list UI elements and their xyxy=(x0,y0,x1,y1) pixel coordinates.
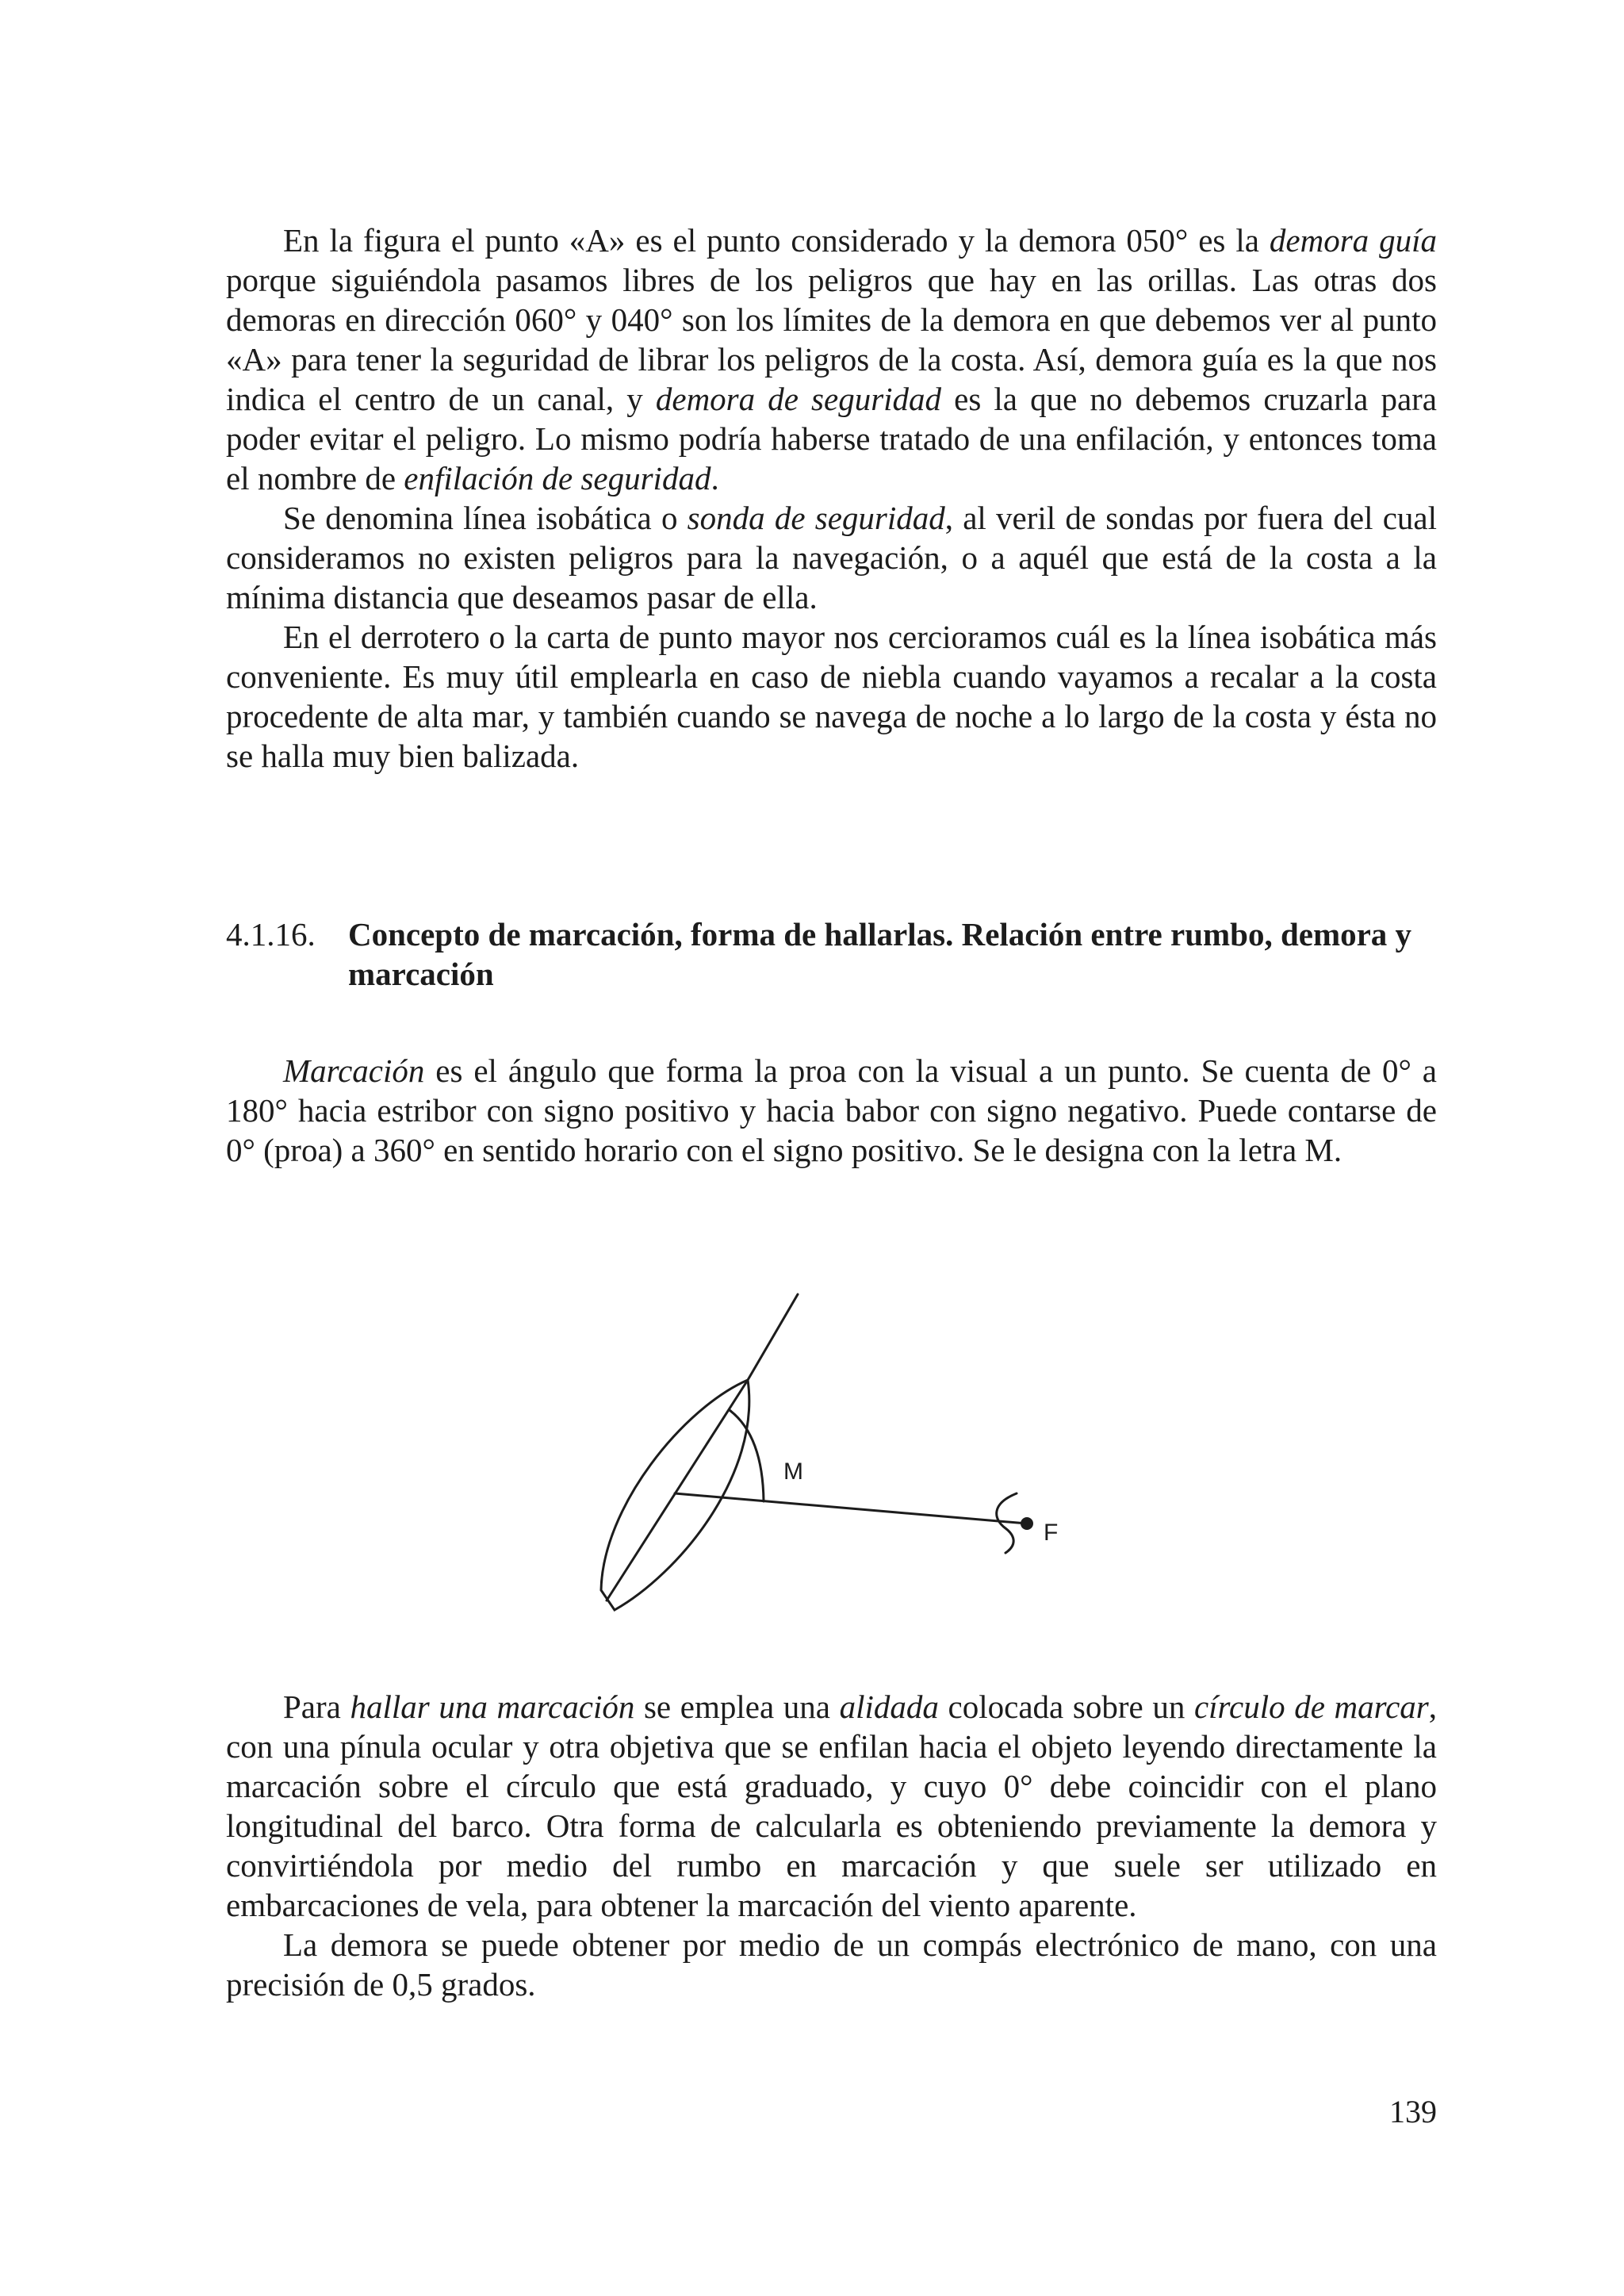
text-block-marcacion xyxy=(226,1051,1437,1170)
section-number: 4.1.16. xyxy=(226,916,316,953)
paragraph-marcacion-definition: Marcación es el ángulo que forma la proa con la visual a un punto. Se cuenta de 0° a 180° hacia estribor con signo positivo y hacia babor con signo negativo. Puede contarse de 0° (proa) a 360° en sentido horario con el signo positivo. Se le designa con la letra M. xyxy=(226,1052,1437,1168)
paragraph-compas-electronico: La demora se puede obtener por medio de un compás electrónico de mano, con una precisión de 0,5 grados. xyxy=(226,1926,1437,2003)
point-f-marker xyxy=(1021,1517,1033,1530)
text-block-lower xyxy=(226,1687,1437,2004)
paragraph-hallar-marcacion: Para hallar una marcación se emplea una alidada colocada sobre un círculo de marcar, con una pínula ocular y otra objetiva que se enfilan hacia el objeto leyendo directamente la marcación sobre el círculo que está graduado, y cuyo 0° debe coincidir con el plano longitudinal del barco. Otra forma de calcularla es obteniendo previamente la demora y convirtiéndola por medio del rumbo en marcación y que suele ser utilizado en embarcaciones de vela, para obtener la marcación del viento aparente. xyxy=(226,1688,1437,1923)
label-f: F xyxy=(1044,1520,1059,1546)
section-title: Concepto de marcación, forma de hallarlas. Relación entre rumbo, demora y marcación xyxy=(348,916,1412,992)
marcacion-diagram xyxy=(587,1285,1063,1618)
heading-line xyxy=(748,1294,798,1380)
text-block-upper xyxy=(226,220,1437,776)
section-heading xyxy=(226,914,1447,994)
paragraph-sonda-seguridad: Se denomina línea isobática o sonda de seguridad, al veril de sondas por fuera del cual consideramos no existen peligros para la navegación, o a aquél que está de la costa a la mínima distancia que deseamos pasar de ella. xyxy=(226,500,1438,615)
page-number: 139 xyxy=(1389,2094,1437,2129)
bearing-line xyxy=(675,1493,1027,1524)
paragraph-demora-guia: En la figura el punto «A» es el punto considerado y la demora 050° es la demora guía porque siguiéndola pasamos libres de los peligros que hay en las orillas. Las otras dos demoras en dirección 060° y 040° son los límites de la demora en que debemos ver al punto «A» para tener la seguridad de librar los peligros de la costa. Así, demora guía es la que nos indica el centro de un canal, y demora de seguridad es la que no debemos cruzarla para poder evitar el peligro. Lo mismo podría haberse tratado de una enfilación, y entonces toma el nombre de enfilación de seguridad. xyxy=(226,222,1438,496)
label-m: M xyxy=(783,1458,803,1485)
paragraph-linea-isobatica: En el derrotero o la carta de punto mayor nos cercioramos cuál es la línea isobática más conveniente. Es muy útil emplearla en caso de niebla cuando vayamos a recalar a la costa procedente de alta mar, y también cuando se navega de noche a lo largo de la costa y ésta no se halla muy bien balizada. xyxy=(226,619,1437,774)
